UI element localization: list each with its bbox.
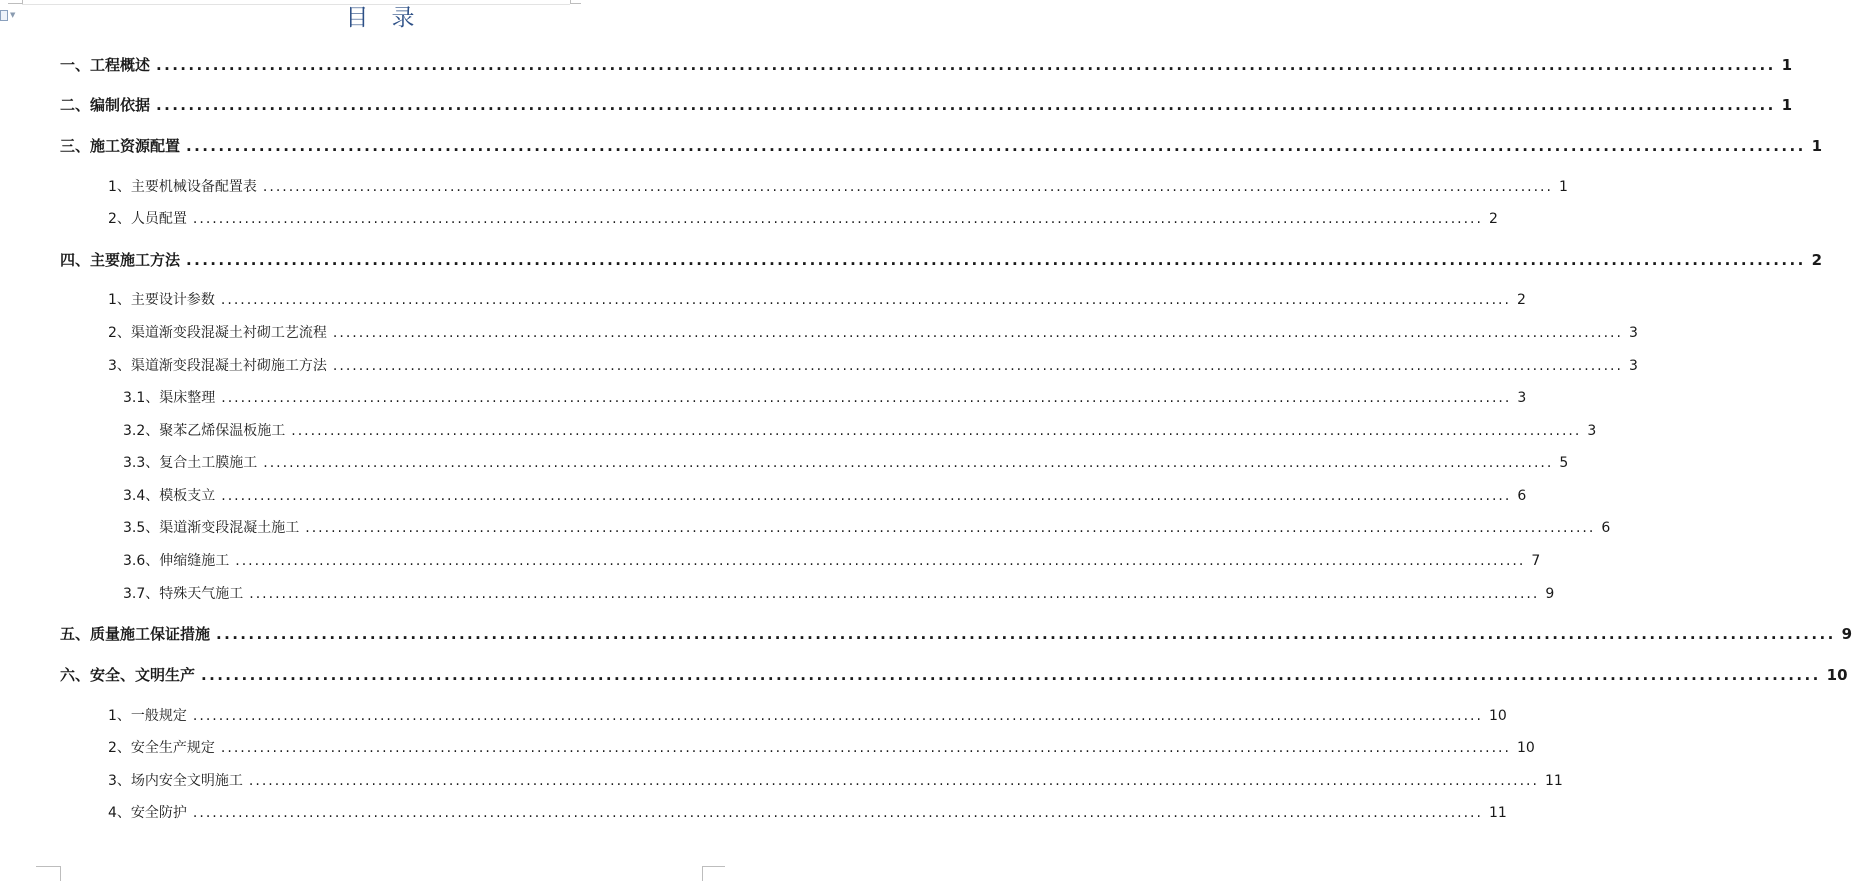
toc-page-number: 9 — [1545, 586, 1555, 602]
toc-entry-label: 五、质量施工保证措施 — [60, 625, 211, 643]
toc-dot-leader: ........................................................................................................................................................................................................ — [186, 137, 1806, 155]
toc-page-number: 5 — [1559, 455, 1569, 471]
toc-dot-leader: ........................................................................................................................................................................................................ — [220, 292, 1511, 308]
toc-entry[interactable] — [60, 54, 1793, 76]
toc-dot-leader: ........................................................................................................................................................................................................ — [248, 773, 1539, 789]
toc-entry[interactable] — [60, 94, 1793, 116]
toc-entry-label: 3、渠道渐变段混凝土衬砌施工方法 — [108, 358, 327, 374]
toc-entry[interactable] — [108, 208, 1498, 230]
toc-page-number: 2 — [1811, 251, 1823, 269]
toc-entry-label: 2、人员配置 — [108, 211, 187, 227]
toc-page-number: 1 — [1781, 96, 1793, 114]
toc-page-number: 1 — [1811, 137, 1823, 155]
toc-entry-label: 一、工程概述 — [60, 56, 151, 74]
toc-entry-label: 2、安全生产规定 — [108, 740, 215, 756]
toc-entry-label: 3.1、渠床整理 — [123, 390, 216, 406]
toc-entry[interactable] — [123, 583, 1555, 605]
toc-page-number: 3 — [1628, 325, 1638, 341]
toc-page-number: 10 — [1516, 740, 1535, 756]
toc-entry-label: 六、安全、文明生产 — [60, 666, 196, 684]
toc-page-number: 9 — [1841, 625, 1852, 643]
toc-dot-leader: ........................................................................................................................................................................................................ — [192, 211, 1483, 227]
toc-entry[interactable] — [108, 770, 1563, 792]
toc-entry-label: 四、主要施工方法 — [60, 251, 181, 269]
toc-entry[interactable] — [108, 322, 1638, 344]
toc-page-number: 1 — [1558, 179, 1568, 195]
toc-entry[interactable] — [108, 705, 1507, 727]
toc-dot-leader: ........................................................................................................................................................................................................ — [201, 666, 1821, 684]
toc-entry[interactable] — [60, 135, 1823, 157]
toc-page-number: 2 — [1488, 211, 1498, 227]
toc-entry[interactable] — [108, 802, 1507, 824]
toc-entry-label: 3.5、渠道渐变段混凝土施工 — [123, 520, 300, 536]
toc-entry[interactable] — [60, 623, 1852, 645]
toc-dot-leader: ........................................................................................................................................................................................................ — [221, 488, 1512, 504]
toc-entry[interactable] — [123, 452, 1569, 474]
toc-page-number: 1 — [1781, 56, 1793, 74]
toc-page-number: 7 — [1531, 553, 1541, 569]
toc-entry-label: 1、主要机械设备配置表 — [108, 179, 257, 195]
toc-dot-leader: ........................................................................................................................................................................................................ — [332, 325, 1623, 341]
toc-dot-leader: ........................................................................................................................................................................................................ — [186, 251, 1806, 269]
toc-page-number: 11 — [1488, 805, 1507, 821]
toc-entry[interactable] — [108, 176, 1568, 198]
toc-entry-label: 3.3、复合土工膜施工 — [123, 455, 258, 471]
toc-dot-leader: ........................................................................................................................................................................................................ — [192, 708, 1483, 724]
toc-entry[interactable] — [108, 737, 1535, 759]
toc-page-number: 6 — [1601, 520, 1611, 536]
chevron-down-icon: ▼ — [10, 11, 16, 19]
toc-dot-leader: ........................................................................................................................................................................................................ — [263, 455, 1554, 471]
toc-entry[interactable] — [108, 289, 1526, 311]
toc-entry-label: 3、场内安全文明施工 — [108, 773, 243, 789]
toc-entry-label: 4、安全防护 — [108, 805, 187, 821]
toc-entry[interactable] — [60, 249, 1823, 271]
toc-entry-label: 三、施工资源配置 — [60, 137, 181, 155]
toc-entry-label: 3.6、伸缩缝施工 — [123, 553, 230, 569]
toc-page-number: 6 — [1517, 488, 1527, 504]
toc-entry[interactable] — [123, 420, 1597, 442]
toc-page-number: 2 — [1516, 292, 1526, 308]
page-title: 目 录 — [345, 5, 415, 31]
toc-dot-leader: ........................................................................................................................................................................................................ — [216, 625, 1836, 643]
toc-dot-leader: ........................................................................................................................................................................................................ — [249, 586, 1540, 602]
toc-dot-leader: ........................................................................................................................................................................................................ — [156, 96, 1776, 114]
toc-entry-label: 3.4、模板支立 — [123, 488, 216, 504]
toc-page-number: 11 — [1544, 773, 1563, 789]
toc-dot-leader: ........................................................................................................................................................................................................ — [262, 179, 1553, 195]
toc-entry[interactable] — [123, 485, 1527, 507]
toc-entry-label: 2、渠道渐变段混凝土衬砌工艺流程 — [108, 325, 327, 341]
toc-dot-leader: ........................................................................................................................................................................................................ — [291, 423, 1582, 439]
toc-entry[interactable] — [123, 550, 1541, 572]
toc-page-number: 3 — [1628, 358, 1638, 374]
toc-entry-label: 3.2、聚苯乙烯保温板施工 — [123, 423, 286, 439]
toc-entry[interactable] — [123, 517, 1611, 539]
toc-dot-leader: ........................................................................................................................................................................................................ — [235, 553, 1526, 569]
toc-entry-label: 二、编制依据 — [60, 96, 151, 114]
toc-entry[interactable] — [108, 355, 1638, 377]
toc-page-number: 3 — [1517, 390, 1527, 406]
toc-page-number: 10 — [1488, 708, 1507, 724]
toc-entry-label: 1、主要设计参数 — [108, 292, 215, 308]
toc-entry-label: 3.7、特殊天气施工 — [123, 586, 244, 602]
toc-dot-leader: ........................................................................................................................................................................................................ — [332, 358, 1623, 374]
toc-dot-leader: ........................................................................................................................................................................................................ — [221, 390, 1512, 406]
toc-dot-leader: ........................................................................................................................................................................................................ — [192, 805, 1483, 821]
toc-page-number: 3 — [1587, 423, 1597, 439]
toc-page-number: 10 — [1826, 666, 1848, 684]
toc-dot-leader: ........................................................................................................................................................................................................ — [220, 740, 1511, 756]
toc-entry-label: 1、一般规定 — [108, 708, 187, 724]
toc-dot-leader: ........................................................................................................................................................................................................ — [156, 56, 1776, 74]
toc-entry[interactable] — [60, 664, 1848, 686]
toc-dot-leader: ........................................................................................................................................................................................................ — [305, 520, 1596, 536]
toc-entry[interactable] — [123, 387, 1527, 409]
